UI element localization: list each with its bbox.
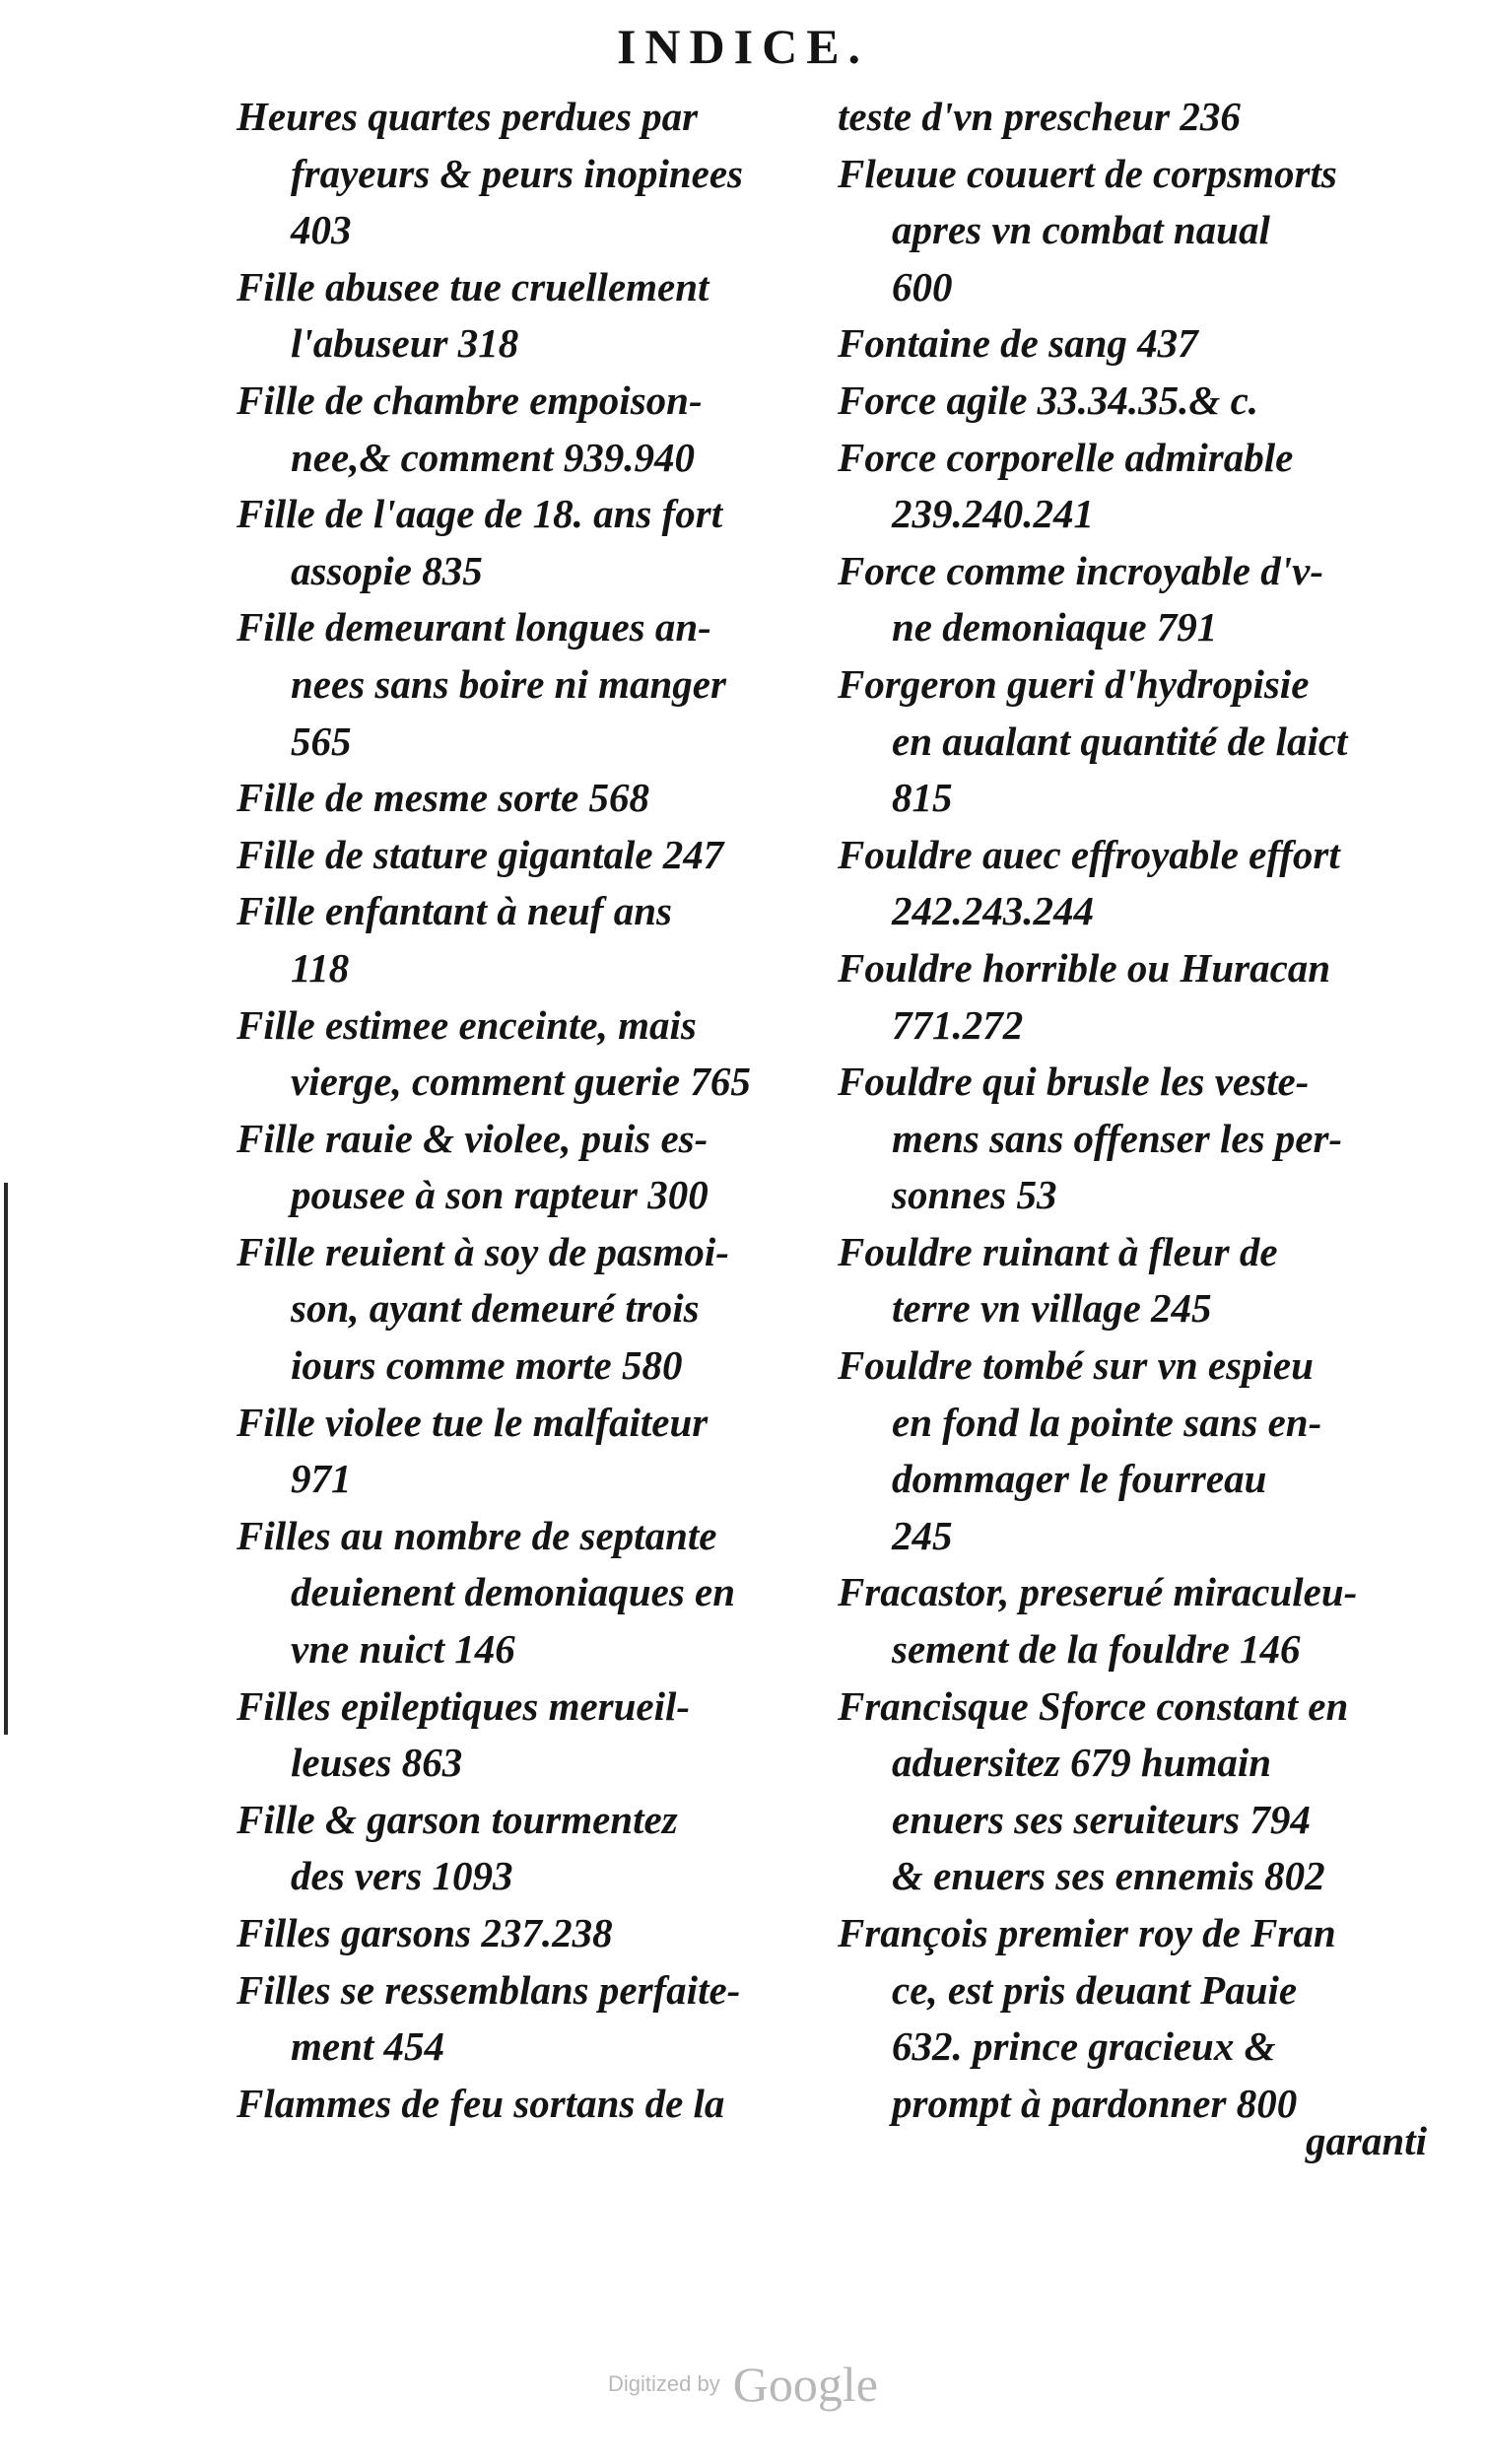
index-entry-line: 245 <box>892 1512 953 1558</box>
index-entry-line: deuienent demoniaques en <box>291 1569 736 1615</box>
index-entry <box>838 656 1429 827</box>
index-entry <box>838 543 1429 656</box>
index-entry-line: Fille abusee tue cruellement <box>236 263 709 309</box>
index-entry-line: pousee à son rapteur 300 <box>291 1172 709 1218</box>
index-entry-line: ne demoniaque 791 <box>892 604 1218 650</box>
index-entry <box>838 89 1429 146</box>
index-entry-line: Fouldre auec effroyable effort <box>838 831 1340 877</box>
index-entry-line: 118 <box>291 944 350 991</box>
index-entry <box>838 1054 1429 1224</box>
index-entry-line: 632. prince gracieux & <box>892 2023 1276 2070</box>
index-entry-line: Fleuue couuert de corpsmorts <box>838 150 1337 196</box>
index-entry-line: nees sans boire ni manger <box>291 660 726 707</box>
index-entry-line: Fouldre tombé sur vn espieu <box>838 1342 1314 1389</box>
index-entry-line: iours comme morte 580 <box>291 1342 683 1389</box>
index-entry-line: Force corporelle admirable <box>838 434 1294 480</box>
index-entry <box>838 940 1429 1054</box>
index-entry <box>838 430 1429 543</box>
index-entry-line: 815 <box>892 775 953 821</box>
index-entry-line: enuers ses seruiteurs 794 <box>892 1796 1311 1842</box>
index-entry-line: Force comme incroyable d'v- <box>838 547 1324 593</box>
index-entry-line: Filles au nombre de septante <box>236 1512 717 1558</box>
index-entry-line: 403 <box>291 207 352 253</box>
index-entry <box>236 1678 813 1792</box>
index-entry-line: François premier roy de Fran <box>838 1910 1336 1955</box>
index-entry-line: 242.243.244 <box>892 888 1094 934</box>
index-entry-line: Fille demeurant longues an- <box>236 604 711 650</box>
index-entry-line: Fille de chambre empoison- <box>236 376 703 423</box>
digitized-footer <box>0 2356 1486 2413</box>
index-entry <box>236 599 813 770</box>
index-entry-line: en aualant quantité de laict <box>892 718 1348 764</box>
index-entry-line: ment 454 <box>291 2023 445 2070</box>
index-entry-line: sement de la fouldre 146 <box>892 1626 1301 1673</box>
index-entry-line: vierge, comment guerie 765 <box>291 1059 751 1105</box>
index-entry-line: & enuers ses ennemis 802 <box>892 1853 1325 1899</box>
right-index-column <box>838 89 1429 2132</box>
index-entry-line: terre vn village 245 <box>892 1285 1212 1332</box>
index-entry-line: son, ayant demeuré trois <box>291 1285 700 1332</box>
index-entry-line: apres vn combat naual <box>892 207 1270 253</box>
index-entry-line: Filles garsons 237.238 <box>236 1910 613 1955</box>
index-entry-line: Fille & garson tourmentez <box>236 1796 678 1842</box>
index-entry <box>838 315 1429 373</box>
index-entry <box>236 770 813 827</box>
index-entry <box>236 89 813 259</box>
index-entry-line: 600 <box>892 263 953 309</box>
index-entry <box>236 2076 813 2133</box>
index-entry <box>236 1962 813 2076</box>
index-entry-line: frayeurs & peurs inopinees <box>291 150 744 196</box>
index-entry <box>838 1905 1429 2132</box>
index-entry <box>838 1224 1429 1337</box>
index-entry-line: assopie 835 <box>291 547 483 593</box>
index-entry-line: 239.240.241 <box>892 491 1094 537</box>
left-index-column <box>236 89 813 2132</box>
index-entry-line: 971 <box>291 1456 352 1502</box>
index-entry-line: nee,& comment 939.940 <box>291 434 695 480</box>
index-entry <box>838 1564 1429 1677</box>
index-entry-line: Fille de l'aage de 18. ans fort <box>236 491 723 537</box>
index-entry <box>838 146 1429 316</box>
index-entry-line: dommager le fourreau <box>892 1456 1267 1502</box>
index-entry-line: 771.272 <box>892 1001 1024 1048</box>
index-entry-line: Filles se ressemblans perfaite- <box>236 1966 741 2013</box>
index-entry <box>236 1905 813 1962</box>
index-entry <box>236 1111 813 1224</box>
index-entry-line: prompt à pardonner 800 <box>892 2080 1298 2126</box>
index-entry-line: Fontaine de sang 437 <box>838 320 1198 367</box>
index-entry-line: aduersitez 679 humain <box>892 1740 1272 1786</box>
index-entry <box>236 1508 813 1678</box>
index-entry <box>236 883 813 996</box>
index-entry-line: Fille estimee enceinte, mais <box>236 1001 697 1048</box>
index-entry <box>838 827 1429 940</box>
index-entry-line: sonnes 53 <box>892 1172 1057 1218</box>
catchword: garanti <box>1305 2118 1427 2163</box>
index-entry-line: Fille de stature gigantale 247 <box>236 831 724 877</box>
index-entry-line: vne nuict 146 <box>291 1626 515 1673</box>
index-entry-line: Flammes de feu sortans de la <box>236 2080 725 2126</box>
index-entry <box>236 486 813 599</box>
page-heading: INDICE. <box>616 19 870 74</box>
index-entry-line: Force agile 33.34.35.& c. <box>838 376 1259 423</box>
index-entry-line: Fouldre horrible ou Huracan <box>838 944 1331 991</box>
index-entry-line: en fond la pointe sans en- <box>892 1399 1322 1445</box>
index-entry <box>236 1792 813 1905</box>
index-entry-line: 565 <box>291 718 352 764</box>
index-entry-line: Fouldre qui brusle les veste- <box>838 1059 1310 1105</box>
index-entry-line: Heures quartes perdues par <box>236 94 699 139</box>
index-entry-line: Fille enfantant à neuf ans <box>236 888 672 934</box>
index-entry-line: Forgeron gueri d'hydropisie <box>838 660 1310 707</box>
index-entry-line: Filles epileptiques merueil- <box>236 1682 691 1729</box>
index-entry <box>838 373 1429 430</box>
index-entry-line: Fille de mesme sorte 568 <box>236 775 650 821</box>
digitized-label: Digitized by <box>607 2371 720 2396</box>
index-entry-line: Fille reuient à soy de pasmoi- <box>236 1228 729 1274</box>
index-entry-line: Fille violee tue le malfaiteur <box>236 1399 709 1445</box>
index-entry-line: Francisque Sforce constant en <box>838 1682 1349 1729</box>
index-entry-line: Fouldre ruinant à fleur de <box>838 1228 1278 1274</box>
index-entry <box>236 259 813 373</box>
index-entry-line: ce, est pris deuant Pauie <box>892 1966 1298 2013</box>
google-logo: Google <box>732 2357 878 2412</box>
index-entry <box>236 827 813 884</box>
index-entry-line: Fille rauie & violee, puis es- <box>236 1115 709 1161</box>
index-entry <box>236 997 813 1111</box>
index-entry-line: l'abuseur 318 <box>291 320 519 367</box>
index-entry <box>236 1224 813 1395</box>
index-entry <box>838 1678 1429 1905</box>
index-entry-line: mens sans offenser les per- <box>892 1115 1343 1161</box>
index-entry <box>236 373 813 486</box>
index-entry <box>236 1395 813 1508</box>
page-edge-shadow <box>4 1183 8 1735</box>
index-entry-line: teste d'vn prescheur 236 <box>838 94 1241 139</box>
index-entry <box>838 1337 1429 1564</box>
index-entry-line: des vers 1093 <box>291 1853 513 1899</box>
index-entry-line: leuses 863 <box>291 1740 463 1786</box>
index-entry-line: Fracastor, preserué miraculeu- <box>838 1569 1358 1615</box>
